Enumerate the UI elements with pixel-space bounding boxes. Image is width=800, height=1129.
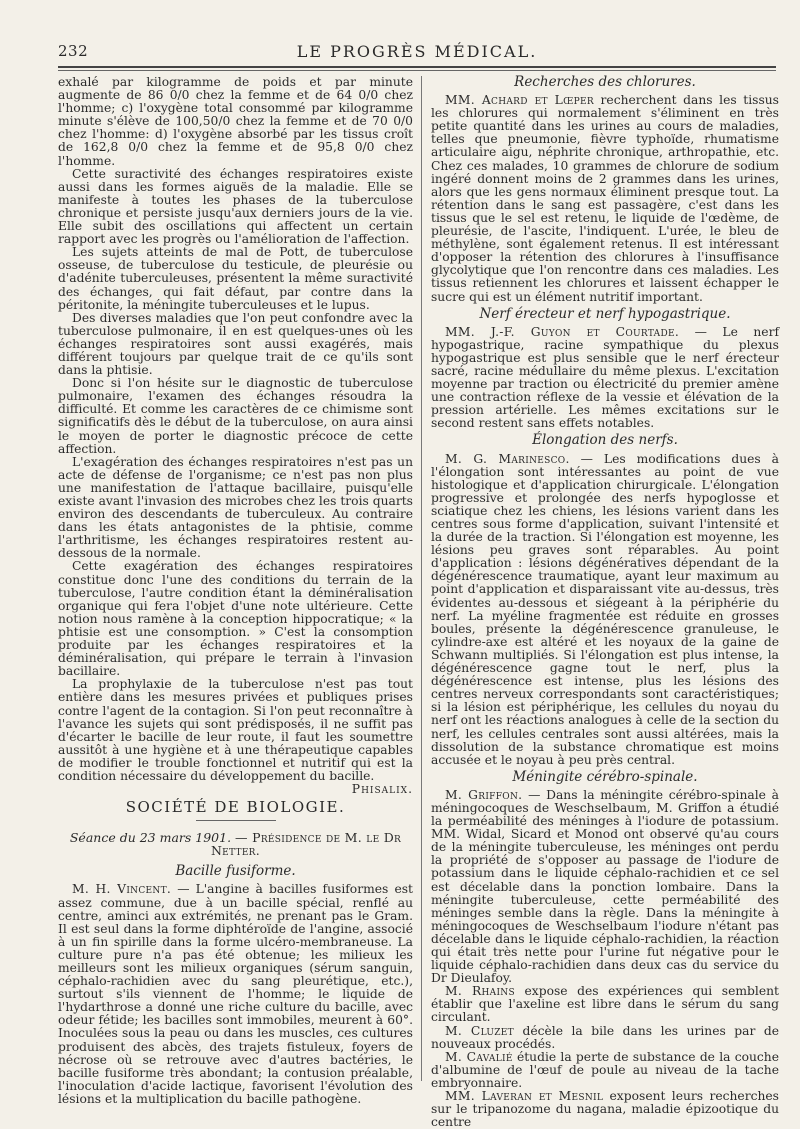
paragraph	[431, 1090, 779, 1129]
paragraph-with-signature	[58, 677, 413, 797]
paragraph: L'exagération des échanges respiratoires n'est pas un acte de défense de l'organisme; ce n'est pas non plus une manifestation de l'attaque bacillaire, puisqu'elle existe avant l'invasion des microbes chez les trois quarts environ des descendants de tuberculeux. Au contraire dans les états antagonistes de la phtisie, comme l'arthritisme, les échanges respiratoires restent au-dessous de la normale.	[58, 454, 413, 561]
paragraph: Les sujets atteints de mal de Pott, de tuberculose osseuse, de tuberculose du testicule, de pleurésie ou d'adénite tuberculeuses, présentent la même suractivité des échanges, qui fait défaut, par contre dans la péritonite, la méningite tuberculeuses et le lupus.	[58, 245, 413, 312]
paragraph	[431, 1025, 779, 1051]
section-heading: Recherches des chlorures.	[514, 74, 696, 90]
paragraph: Cette exagération des échanges respiratoires constitue donc l'une des conditions du terrain de la tuberculose, l'autre condition étant la déminéralisation organique qui fera l'objet d'une note ultérieure. Cette notion nous ramène à la conception hippocratique; « la phtisie est une consomption. » C'est la consomption produite par les échanges respiratoires et la déminéralisation, qui prépare le terrain à l'invasion bacillaire.	[58, 559, 413, 679]
paragraph	[431, 1051, 779, 1090]
author-name: M. H. Vincent.	[72, 882, 172, 897]
paragraph	[58, 883, 413, 1106]
society-rule	[196, 820, 276, 821]
seance-line	[58, 831, 413, 857]
paragraph-text: — Le nerf hypogastrique, racine sympathique du plexus hypogastrique est plus sensible que le nerf érecteur sacré, racine médullaire du même plexus. L'excitation moyenne par traction ou électricité du premier amène une contraction réflexe de la vessie et élévation de la pression artérielle. Les mêmes excitations sur le second restent sans effets notables.	[431, 324, 779, 431]
author-name: MM. J.-F. Guyon et Courtade.	[445, 324, 680, 339]
paragraph: Des diverses maladies que l'on peut confondre avec la tuberculose pulmonaire, il en est quelques-unes où les échanges respiratoires sont aussi exagérés, mais différent toujours par quelque trait de ce qu'ils sont dans la phtisie.	[58, 310, 413, 378]
page-number: 232	[58, 42, 89, 60]
paragraph-text: décèle la bile dans les urines par de nouveaux procédés.	[431, 1023, 779, 1051]
paragraph-text: expose des expériences qui semblent établir que l'axeline est libre dans le sérum du sang circulant.	[431, 984, 779, 1025]
paragraph-text: La prophylaxie de la tuberculose n'est pas tout entière dans les mesures privées et publiques prises contre l'agent de la contagion. Si l'on peut reconnaître à l'avance les sujets qui sont prédisposés, il ne suffit pas d'écarter le bacille de leur route, il faut les soumettre aussitôt à une hygiène et à une thérapeutique capables de modifier le trouble fonctionnel et nutritif qui est la condition nécessaire du développement du bacille.	[58, 677, 413, 783]
author-name: M. Griffon.	[445, 787, 523, 802]
left-column	[58, 76, 413, 1106]
page-header	[58, 40, 776, 68]
right-column	[431, 76, 779, 1129]
paragraph: Donc si l'on hésite sur le diagnostic de tuberculose pulmonaire, l'examen des échanges résoudra la difficulté. Et comme les caractères de ce chimisme sont significatifs dès le début de la tuberculose, on aura ainsi le moyen de porter le diagnostic précoce de cette affection.	[58, 376, 413, 456]
author-name: M. Rhains	[445, 984, 515, 999]
author-name: M. Cluzet	[445, 1023, 514, 1038]
author-name: MM. Laveran et Mesnil	[445, 1089, 604, 1104]
society-title-text: SOCIÉTÉ DE BIOLOGIE.	[125, 798, 346, 817]
paragraph	[431, 985, 779, 1024]
paragraph-text: exposent leurs recherches sur le tripanozome du nagana, maladie épizootique du centre	[431, 1089, 779, 1129]
author-signature: Phisalix.	[351, 782, 413, 797]
section-heading: Méningite cérébro-spinale.	[512, 768, 698, 785]
seance-presidence: — Présidence de M. le Dr Netter.	[210, 830, 402, 859]
paragraph	[431, 94, 779, 304]
paragraph: exhalé par kilogramme de poids et par minute augmente de 86 0/0 chez la femme et de 64 0/0 chez l'homme; c) l'oxygène total consommé par kilogramme minute s'élève de 100,50/0 chez la femme et de 70 0/0 chez l'homme: d) l'oxygène absorbé par les tissus croît de 162,8 0/0 chez la femme et de 95,8 0/0 chez l'homme.	[58, 75, 413, 168]
paragraph: Cette suractivité des échanges respiratoires existe aussi dans les formes aiguës de la maladie. Elle se manifeste à toutes les phases de la tuberculose chronique et persiste jusqu'aux derniers jours de la vie. Elle subit des oscillations qui affectent un certain rapport avec les progrès ou l'amélioration de l'affection.	[58, 166, 413, 247]
paragraph-text: recherchent dans les tissus les chlorures qui normalement s'éliminent en très petite quantité dans les urines au cours de maladies, telles que pneumonie, fièvre typhoïde, rhumatisme articulaire aigu, néphrite chronique, arthropathie, etc. Chez ces malades, 10 grammes de chlorure de sodium ingéré donnent moins de 2 grammes dans les urines, alors que les gens normaux éliminent presque tout. La rétention dans le sang est passagère, c'est dans les tissus que le sel est retenu, le liquide de l'œdème, de pleurésie, de l'ascite, l'indiquent. L'urée, le bleu de méthylène, sont également retenus. Il est intéressant d'opposer la rétention des chlorures à l'insuffisance glycolytique que l'on rencontre dans ces maladies. Les tissus retiennent les chlorures et laissent échapper le sucre qui est un élément nutritif important.	[431, 93, 779, 304]
paragraph-text: — Les modifications dues à l'élongation sont intéressantes au point de vue histologique et d'application chirurgicale. L'élongation progressive et prolongée des nerfs hypoglosse et sciatique chez les chiens, les lésions varient dans les centres sous forme d'application, suivant l'intensité et la durée de la traction. Si l'élongation est moyenne, les lésions peu graves sont réparables. Au point d'application : lésions dégénératives dépendant de la dégénérescence traumatique, ayant leur maximum au point d'application et disparaissant vite au-dessus, très évidentes au-dessous et siégeant à la périphérie du nerf. La myéline fragmentée est réduite en grosses boules, présente la dégénérescence granuleuse, le cylindre-axe est altéré et les noyaux de la gaine de Schwann multipliés. Si l'élongation est plus intense, la dégénérescence gagne tout le nerf, plus la dégénérescence est intense, plus les lésions des centres nerveux correspondants sont caractéristiques; si la lésion est périphérique, les cellules du noyau du nerf ont les réactions analogues à celle de la section du nerf, les cellules centrales sont aussi altérées, mais la dissolution de la substance chromatique est moins accusée et le noyau à peu près central.	[431, 451, 779, 767]
paragraph-text: — Dans la méningite cérébro-spinale à méningocoques de Weschselbaum, M. Griffon a étudié la perméabilité des méninges à l'iodure de potassium. MM. Widal, Sicard et Monod ont observé qu'au cours de la méningite tuberculeuse, les méninges ont perdu la propriété de s'opposer au passage de l'iodure de potassium dans le liquide céphalo-rachidien et ce sel est décelable dans la ponction lombaire. Dans la méningite tuberculeuse, cette perméabilité des méninges semble dans la règle. Dans la méningite à méningocoques de Weschselbaum l'iodure n'étant pas décelable dans le liquide céphalo-rachidien, la réaction qui était très nette pour l'urine fut négative pour le liquide céphalo-rachidien dans deux cas du service du Dr Dieulafoy.	[431, 787, 779, 986]
seance-date: Séance du 23 mars 1901.	[69, 830, 232, 846]
paragraph-text: étudie la perte de substance de la couche d'albumine de l'œuf de poule au niveau de la tache embryonnaire.	[431, 1049, 780, 1090]
column-divider	[421, 76, 422, 1081]
author-name: M. G. Marinesco.	[445, 451, 570, 466]
society-title	[58, 798, 413, 821]
header-rule	[58, 70, 776, 71]
author-name: M. Cavalié	[445, 1049, 513, 1064]
paragraph-text: — L'angine à bacilles fusiformes est assez commune, due à un bacille spécial, renflé au centre, aminci aux extrémités, ne prenant pas le Gram. Il est seul dans la forme diphtéroïde de l'angine, associé à un fin spirille dans la forme ulcéro-membraneuse. La culture pure n'a pas été obtenue; les milieux les meilleurs sont les milieux organiques (sérum sanguin, céphalo-rachidien avec du sang pleurétique, etc.), surtout s'ils viennent de l'homme; le liquide de l'hydarthrose a donné une riche culture du bacille, avec odeur fétide; les bacilles sont immobiles, meurent à 60°. Inoculées sous la peau ou dans les muscles, ces cultures produisent des abcès, des trajets fistuleux, foyers de nécrose où se retrouve avec d'autres bactéries, le bacille fusiforme très abondant; la contusion préalable, l'inoculation d'acide lactique, favorisent l'évolution des lésions et la multiplication du bacille pathogène.	[58, 882, 413, 1106]
journal-title: LE PROGRÈS MÉDICAL.	[296, 42, 538, 61]
section-heading: Nerf érecteur et nerf hypogastrique.	[479, 305, 731, 322]
author-name: MM. Achard et Lœper	[445, 93, 594, 108]
section-heading: Bacille fusiforme.	[175, 863, 296, 880]
paragraph	[431, 453, 779, 767]
paragraph	[431, 326, 779, 431]
section-heading: Élongation des nerfs.	[532, 432, 678, 449]
paragraph	[431, 789, 779, 985]
